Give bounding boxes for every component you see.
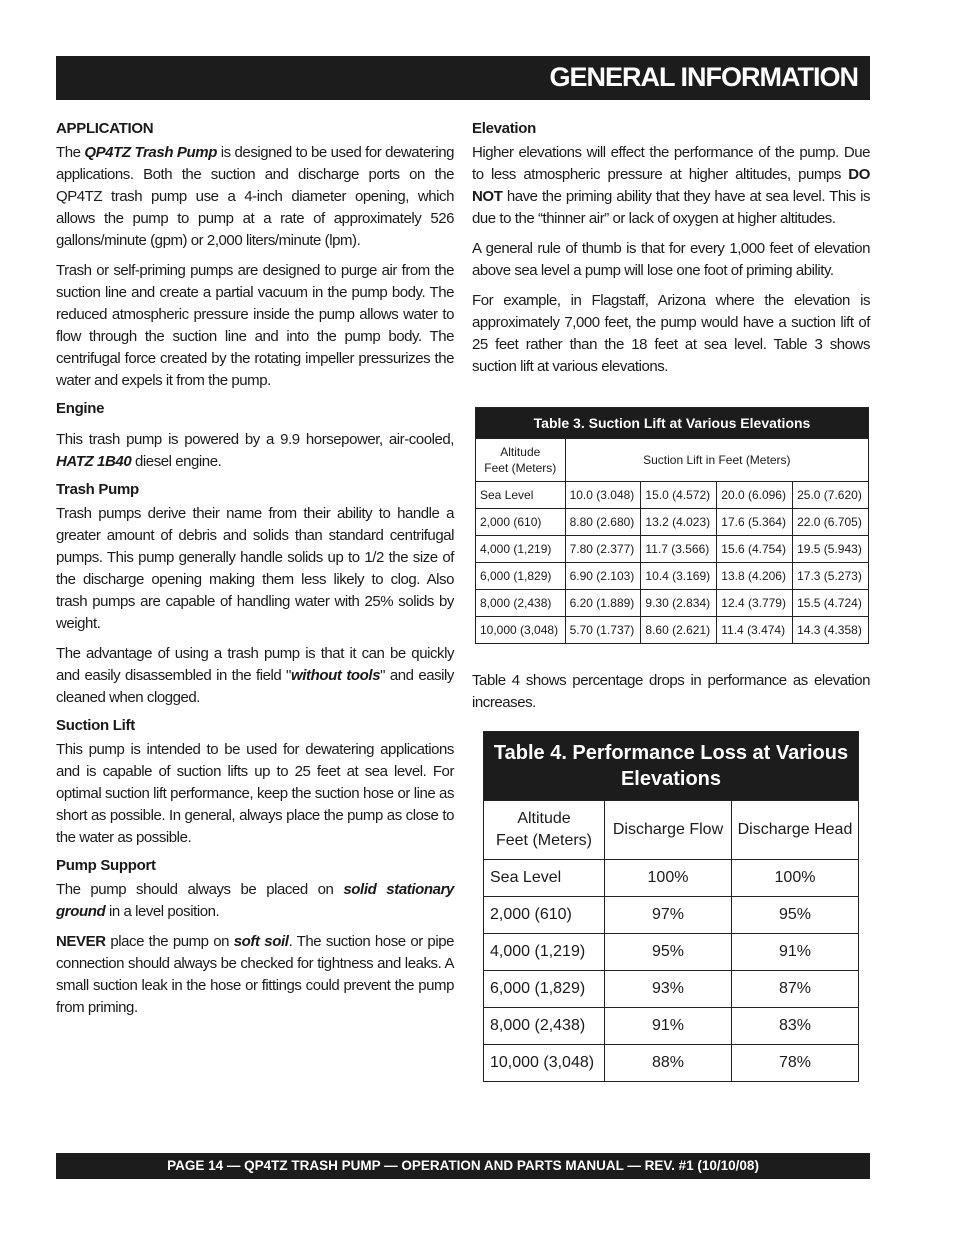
page-footer: PAGE 14 — QP4TZ TRASH PUMP — OPERATION AND PARTS MANUAL — REV. #1 (10/10/08) <box>56 1153 870 1179</box>
table-4-header-altitude <box>484 801 605 860</box>
table-row <box>484 934 859 971</box>
application-paragraph-1 <box>56 142 454 252</box>
table-cell: 8,000 (2,438) <box>484 1008 605 1045</box>
trash-pump-heading: Trash Pump <box>56 481 139 498</box>
page-header <box>56 56 870 100</box>
text: The pump should always be placed on <box>56 881 344 898</box>
table-row <box>484 1045 859 1082</box>
table-cell: 6,000 (1,829) <box>484 971 605 1008</box>
application-paragraph-2: Trash or self-priming pumps are designed to purge air from the suction line and create a partial vacuum in the pump body. The reduced atmospheric pressure inside the pump allows water to flow through the suction line and into the pump body. The centrifugal force created by the rotating impeller pressurizes the water and expels it from the pump. <box>56 262 454 389</box>
table-3-body <box>476 482 869 644</box>
elevation-paragraph-1 <box>472 142 870 230</box>
table-3-suction-lift <box>475 407 869 644</box>
table-cell: 19.5 (5.943) <box>793 536 869 563</box>
table-4-performance-loss <box>483 731 859 1082</box>
table-cell: 11.4 (3.474) <box>717 617 793 644</box>
table-cell: 83% <box>732 1008 859 1045</box>
table-cell: 10,000 (3,048) <box>484 1045 605 1082</box>
emphasis: solid stationary ground <box>56 881 454 920</box>
right-column <box>472 120 870 386</box>
table-cell: 100% <box>732 860 859 897</box>
text: . The suction hose or pipe connection should always be checked for tightness and leaks. A small suction leak in the hose or fittings could prevent the pump from priming. <box>56 933 454 1016</box>
table-row <box>476 509 869 536</box>
table-cell: 17.3 (5.273) <box>793 563 869 590</box>
pump-support-heading: Pump Support <box>56 857 156 874</box>
table-cell: 95% <box>732 897 859 934</box>
elevation-heading: Elevation <box>472 120 536 137</box>
engine-paragraph <box>56 429 454 473</box>
product-name: QP4TZ Trash Pump <box>84 144 217 161</box>
page-title: GENERAL INFORMATION <box>549 62 858 92</box>
table-cell: 12.4 (3.779) <box>717 590 793 617</box>
pump-support-paragraph-2 <box>56 931 454 1019</box>
text: in a level position. <box>105 903 220 920</box>
table-row <box>484 971 859 1008</box>
table-cell: 15.6 (4.754) <box>717 536 793 563</box>
table-cell: 15.5 (4.724) <box>793 590 869 617</box>
suction-lift-heading: Suction Lift <box>56 717 135 734</box>
text: The advantage of using a trash pump is that it can be quickly and easily disassembled in the field " <box>56 645 454 684</box>
engine-heading: Engine <box>56 400 105 417</box>
table-row <box>476 563 869 590</box>
table-4-header-flow: Discharge Flow <box>605 801 732 860</box>
text: diesel engine. <box>131 453 222 470</box>
table-row <box>484 860 859 897</box>
text: This trash pump is powered by a 9.9 horsepower, air-cooled, <box>56 431 454 448</box>
table-3-header-altitude <box>476 439 566 482</box>
table-cell: 5.70 (1.737) <box>565 617 641 644</box>
emphasis: without tools <box>290 667 381 684</box>
left-column <box>56 120 454 1027</box>
text: have the priming ability that they have at sea level. This is due to the “thinner air” or lack of oxygen at higher altitudes. <box>472 188 870 227</box>
table-cell: 13.8 (4.206) <box>717 563 793 590</box>
table-row <box>484 1008 859 1045</box>
emphasis: soft soil <box>233 933 289 950</box>
text: Elevations <box>620 768 722 790</box>
elevation-paragraph-3: For example, in Flagstaff, Arizona where the elevation is approximately 7,000 feet, the pump would have a suction lift of 25 feet rather than the 18 feet at sea level. Table 3 shows suction lift at various elevations. <box>472 292 870 375</box>
table-cell: 17.6 (5.364) <box>717 509 793 536</box>
table-cell: 91% <box>605 1008 732 1045</box>
table-cell: 95% <box>605 934 732 971</box>
table-cell: 13.2 (4.023) <box>641 509 717 536</box>
table-cell: 88% <box>605 1045 732 1082</box>
table-cell: Sea Level <box>484 860 605 897</box>
table-cell: 11.7 (3.566) <box>641 536 717 563</box>
table-cell: 6.90 (2.103) <box>565 563 641 590</box>
trash-pump-paragraph-2 <box>56 643 454 709</box>
text: The <box>56 144 85 161</box>
table-cell: 22.0 (6.705) <box>793 509 869 536</box>
text: place the pump on <box>105 933 234 950</box>
table-cell: 4,000 (1,219) <box>476 536 566 563</box>
table-cell: 93% <box>605 971 732 1008</box>
table-row <box>476 482 869 509</box>
table-cell: 6.20 (1.889) <box>565 590 641 617</box>
table-cell: 7.80 (2.377) <box>565 536 641 563</box>
table-3-header-lift: Suction Lift in Feet (Meters) <box>565 439 868 482</box>
text: Table 4. Performance Loss at Various <box>493 742 849 764</box>
table-cell: 9.30 (2.834) <box>641 590 717 617</box>
table-cell: 2,000 (610) <box>484 897 605 934</box>
text: Altitude <box>517 810 571 827</box>
suction-lift-paragraph: This pump is intended to be used for dewatering applications and is capable of suction lifts up to 25 feet at sea level. For optimal suction lift performance, keep the suction hose or line as short as possible. In general, always place the pump as close to the water as possible. <box>56 741 454 846</box>
text: Feet (Meters) <box>484 461 557 475</box>
trash-pump-paragraph-1: Trash pumps derive their name from their ability to handle a greater amount of debris and solids than standard centrifugal pumps. This pump generally handle solids up to 1/2 the size of the discharge opening making them less likely to clog. Also trash pumps are capable of handling water with 25% solids by weight. <box>56 505 454 632</box>
table-cell: 8,000 (2,438) <box>476 590 566 617</box>
table-cell: 20.0 (6.096) <box>717 482 793 509</box>
elevation-paragraph-4: Table 4 shows percentage drops in performance as elevation increases. <box>472 672 870 711</box>
table-cell: 91% <box>732 934 859 971</box>
emphasis: DO NOT <box>472 166 870 205</box>
table-cell: 10.0 (3.048) <box>565 482 641 509</box>
table-cell: 4,000 (1,219) <box>484 934 605 971</box>
table-cell: 25.0 (7.620) <box>793 482 869 509</box>
table-cell: 87% <box>732 971 859 1008</box>
text: " and easily cleaned when clogged. <box>56 667 454 706</box>
table-4-caption <box>484 732 859 801</box>
table-row <box>484 897 859 934</box>
table-cell: 78% <box>732 1045 859 1082</box>
table-row <box>476 617 869 644</box>
table-cell: 10,000 (3,048) <box>476 617 566 644</box>
table-3-caption: Table 3. Suction Lift at Various Elevations <box>476 408 869 439</box>
table-cell: 15.0 (4.572) <box>641 482 717 509</box>
table-cell: 100% <box>605 860 732 897</box>
table-cell: 6,000 (1,829) <box>476 563 566 590</box>
text: Altitude <box>500 445 541 459</box>
table-cell: 10.4 (3.169) <box>641 563 717 590</box>
table-cell: 97% <box>605 897 732 934</box>
table-cell: Sea Level <box>476 482 566 509</box>
elevation-paragraph-2: A general rule of thumb is that for every 1,000 feet of elevation above sea level a pump will lose one foot of priming ability. <box>472 240 870 279</box>
pump-support-paragraph-1 <box>56 879 454 923</box>
engine-model: HATZ 1B40 <box>56 453 132 470</box>
text: is designed to be used for dewatering applications. Both the suction and discharge ports on the QP4TZ trash pump use a 4-inch diameter opening, which allows the pump to pump at a rate of approximately 526 gallons/minute (gpm) or 2,000 liters/minute (lpm). <box>56 144 454 249</box>
never-emphasis: NEVER <box>56 933 106 950</box>
application-heading: APPLICATION <box>56 120 154 137</box>
table-cell: 8.80 (2.680) <box>565 509 641 536</box>
table-cell: 14.3 (4.358) <box>793 617 869 644</box>
table-row <box>476 590 869 617</box>
table-cell: 2,000 (610) <box>476 509 566 536</box>
table-4-body <box>484 860 859 1082</box>
text: Higher elevations will effect the performance of the pump. Due to less atmospheric pressure at higher altitudes, pumps <box>472 144 870 183</box>
text: Feet (Meters) <box>495 832 592 849</box>
table-4-header-head: Discharge Head <box>732 801 859 860</box>
table-row <box>476 536 869 563</box>
table-cell: 8.60 (2.621) <box>641 617 717 644</box>
